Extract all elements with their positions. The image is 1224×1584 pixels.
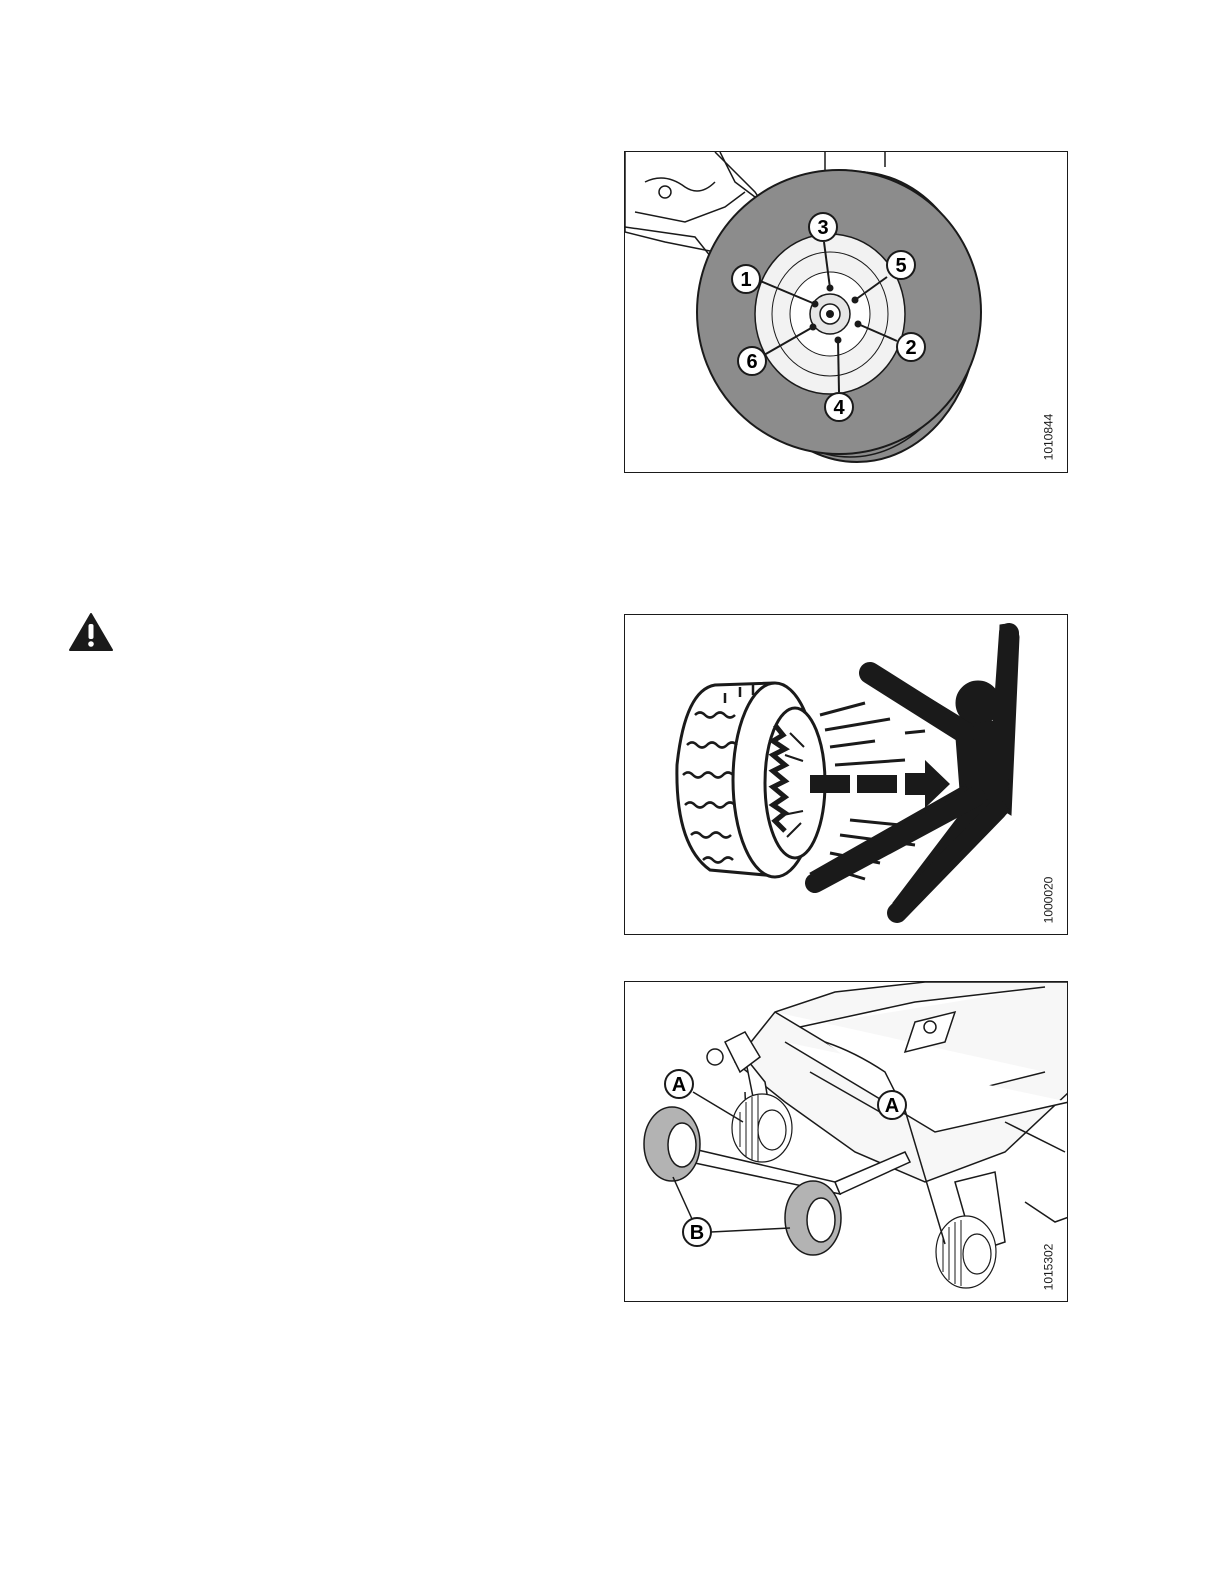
callout-1 — [732, 265, 760, 293]
callout-6 — [738, 347, 766, 375]
callout-a-left — [665, 1070, 693, 1098]
tire-explosion-hazard-figure — [624, 614, 1068, 935]
svg-text:A: A — [671, 1074, 687, 1096]
wheel-bolt-sequence-figure — [624, 151, 1068, 473]
figure-id: 1000020 — [1041, 876, 1056, 924]
figure-id: 1015302 — [1041, 1243, 1056, 1291]
svg-text:1: 1 — [740, 269, 752, 291]
svg-text:A: A — [884, 1095, 900, 1117]
warning-triangle-icon — [68, 612, 114, 652]
svg-text:6: 6 — [746, 351, 758, 373]
svg-text:B: B — [689, 1222, 705, 1244]
svg-text:4: 4 — [833, 397, 845, 419]
callout-3 — [809, 213, 837, 241]
callout-4 — [825, 393, 853, 421]
svg-text:3: 3 — [817, 217, 829, 239]
svg-text:2: 2 — [905, 337, 917, 359]
transport-wheels-figure — [624, 981, 1068, 1302]
callout-b — [683, 1218, 711, 1246]
callout-a-right — [878, 1091, 906, 1119]
svg-text:5: 5 — [895, 255, 907, 277]
callout-5 — [887, 251, 915, 279]
callout-2 — [897, 333, 925, 361]
figure-id: 1010844 — [1041, 413, 1056, 461]
